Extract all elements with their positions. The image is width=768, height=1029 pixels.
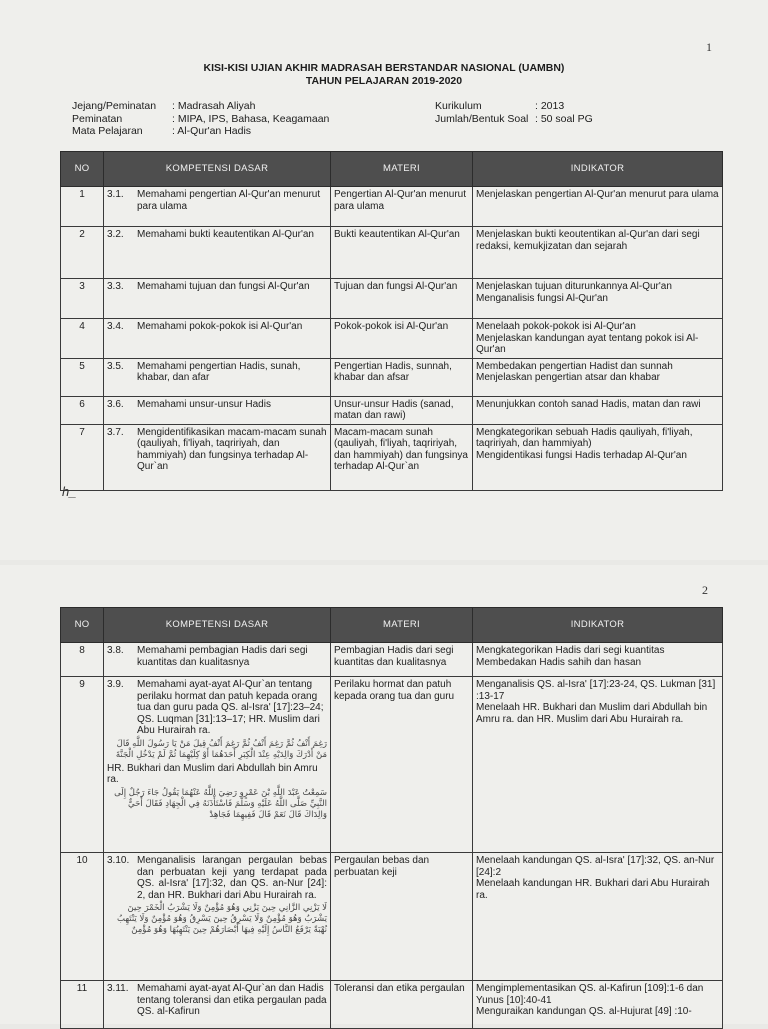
arabic-hadith-text: سَمِعْتُ عَبْدَ اللَّهِ بْنَ عَمْرٍو رَضِيَ اللَّهُ عَنْهُمَا يَقُولُ جَاءَ رَجُلٌ إِلَى النَّبِيِّ صَلَّى اللَّهُ عَلَيْهِ وَسَلَّمَ فَاسْتَأْذَنَهُ فِي الْجِهَادِ فَقَالَ أَحَيٌّ وَالِدَاكَ قَالَ نَعَمْ قَالَ فَفِيهِمَا فَجَاهِدْ	[114, 787, 327, 820]
kd-text: Menganalisis larangan pergaulan bebas dan perbuatan keji yang terdapat pada QS. al-Isra' [17]:32, dan QS. an-Nur [24]: 2, dan HR. Bukhari dari Abu Hurairah ra.	[137, 855, 327, 901]
kd-text: Memahami pengertian Hadis, sunah, khabar, dan afar	[137, 360, 301, 383]
table-header-row	[61, 152, 723, 187]
table-row	[61, 187, 723, 227]
table-row	[61, 227, 723, 279]
table-row	[61, 319, 723, 359]
meta-row	[435, 113, 593, 126]
kd-code: 3.10.	[107, 855, 130, 866]
kisi-kisi-table-1	[60, 151, 723, 491]
kd-code: 3.11.	[107, 983, 129, 994]
kd-code: 3.7.	[107, 426, 124, 438]
table-row: 9 3.9. Memahami ayat-ayat Al-Qur`an tentang perilaku hormat dan patuh kepada orang tua dan guru pada QS. al-Isra' [17]:23–24; QS. Luqman [31]:13–17; HR. Muslim dari Abu Hurairah ra. رَغِمَ أَنْفُ ثُمَّ رَغِمَ أَنْفُ ثُمَّ رَغِمَ أَنْفُ قِيلَ مَنْ يَا رَسُولَ اللَّهِ قَالَ مَنْ أَدْرَكَ وَالِدَيْهِ عِنْدَ الْكِبَرِ أَحَدَهُمَا أَوْ كِلَيْهِمَا ثُمَّ لَمْ يَدْخُلِ الْجَنَّةَ HR. Bukhari dan Muslim dari Abdullah bin Amru ra. سَمِعْتُ عَبْدَ اللَّهِ بْنَ عَمْرٍو رَضِيَ اللَّهُ عَنْهُمَا يَقُولُ جَاءَ رَجُلٌ إِلَى النَّبِيِّ صَلَّى اللَّهُ عَلَيْهِ وَسَلَّمَ فَاسْتَأْذَنَهُ فِي الْجِهَادِ فَقَالَ أَحَيٌّ وَالِدَاكَ قَالَ نَعَمْ قَالَ فَفِيهِمَا فَجَاهِدْ Perilaku hormat dan patuh kepada orang tua dan guru Menganalisis QS. al-Isra' [17]:23-24, QS. Lukman [31] :13-17 Menelaah HR. Bukhari dan Muslim dari Abdullah bin Amru ra. dan HR. Muslim dari Abu Hurairah ra.	[61, 677, 723, 853]
table-cell: Menganalisis QS. al-Isra' [17]:23-24, QS. Lukman [31] :13-17 Menelaah HR. Bukhari dan Muslim dari Abdullah bin Amru ra. dan HR. Muslim dari Abu Hurairah ra.	[473, 677, 723, 853]
kd-code: 3.4.	[107, 321, 124, 332]
kd-text: Memahami ayat-ayat Al-Qur`an dan Hadis tentang toleransi dan etika pergaulan pada QS. al-Kafirun	[137, 983, 327, 1017]
meta-row	[72, 125, 329, 138]
table-cell: 3	[61, 279, 104, 319]
table-cell: Mengimplementasikan QS. al-Kafirun [109]:1-6 dan Yunus [10]:40-41 Menguraikan kandungan QS. al-Hujurat [49] :10-	[473, 981, 723, 1029]
metadata-right	[435, 100, 593, 125]
kd-text: Memahami bukti keautentikan Al-Qur'an	[137, 229, 314, 240]
table-cell: Mengkategorikan sebuah Hadis qauliyah, fi'liyah, taqririyah, dan hammiyah) Mengidentikasi fungsi Hadis terhadap Al-Qur'an	[473, 424, 723, 490]
kd-text: Memahami ayat-ayat Al-Qur`an tentang perilaku hormat dan patuh kepada orang tua dan guru pada QS. al-Isra' [17]:23–24; QS. Luqman [31]:13–17; HR. Muslim dari Abu Hurairah ra.	[137, 679, 324, 736]
meta-field: : 50 soal PG	[535, 112, 593, 125]
page-number: 1	[706, 40, 712, 54]
kd-code: 3.2.	[107, 229, 124, 240]
meta-field: : 2013	[535, 100, 565, 112]
table-row	[61, 981, 723, 1029]
table-cell: Tujuan dan fungsi Al-Qur'an	[331, 279, 473, 319]
table-cell: 7	[61, 424, 104, 490]
kd-text: Memahami unsur-unsur Hadis	[137, 398, 271, 410]
table-row	[61, 643, 723, 677]
table-cell: Menunjukkan contoh sanad Hadis, matan dan rawi	[473, 396, 723, 424]
arabic-hadith-text: لَا يَزْنِي الزَّانِي حِينَ يَزْنِي وَهُوَ مُؤْمِنٌ وَلَا يَشْرَبُ الْخَمْرَ حِينَ يَشْرَبُ وَهُوَ مُؤْمِنٌ وَلَا يَسْرِقُ حِينَ يَسْرِقُ وَهُوَ مُؤْمِنٌ وَلَا يَنْتَهِبُ نُهْبَةً يَرْفَعُ النَّاسُ إِلَيْهِ فِيهَا أَبْصَارَهُمْ حِينَ يَنْتَهِبُهَا وَهُوَ مُؤْمِنٌ	[117, 903, 327, 935]
meta-field: Jejang/Peminatan	[72, 100, 157, 112]
meta-row	[435, 100, 593, 113]
table-row	[61, 358, 723, 396]
header-no: NO	[61, 152, 104, 187]
meta-field: Peminatan	[72, 112, 123, 125]
document-page-2	[0, 565, 768, 1024]
table-row	[61, 424, 723, 490]
table-row	[61, 396, 723, 424]
kd-code: 3.6.	[107, 398, 124, 410]
table-cell: 9	[61, 677, 104, 853]
header-kompetensi: KOMPETENSI DASAR	[104, 152, 331, 187]
table-row	[61, 853, 723, 981]
table-cell: Menjelaskan pengertian Al-Qur'an menurut para ulama	[473, 187, 723, 227]
table-cell: Menjelaskan bukti keoutentikan al-Qur'an dari segi redaksi, kemukjizatan dan sejarah	[473, 227, 723, 279]
table-cell: Pengertian Hadis, sunnah, khabar dan afsar	[331, 358, 473, 396]
table-header-row	[61, 608, 723, 643]
kd-text: Memahami pengertian Al-Qur'an menurut para ulama	[137, 189, 321, 212]
table-cell: Mengkategorikan Hadis dari segi kuantitas Membedakan Hadis sahih dan hasan	[473, 643, 723, 677]
table-cell: 10	[61, 853, 104, 981]
table-cell: Bukti keautentikan Al-Qur'an	[331, 227, 473, 279]
header-materi: MATERI	[331, 608, 473, 643]
table-cell: Menelaah kandungan QS. al-Isra' [17]:32, QS. an-Nur [24]:2 Menelaah kandungan HR. Bukhari dari Abu Hurairah ra.	[473, 853, 723, 981]
header-materi: MATERI	[331, 152, 473, 187]
table-cell: Toleransi dan etika pergaulan	[331, 981, 473, 1029]
table-cell: Menjelaskan tujuan diturunkannya Al-Qur'an Menganalisis fungsi Al-Qur'an	[473, 279, 723, 319]
table-cell: Pengertian Al-Qur'an menurut para ulama	[331, 187, 473, 227]
table-cell: Perilaku hormat dan patuh kepada orang tua dan guru	[331, 677, 473, 853]
meta-field: : MIPA, IPS, Bahasa, Keagamaan	[172, 112, 330, 125]
table-cell: Unsur-unsur Hadis (sanad, matan dan rawi)	[331, 396, 473, 424]
kd-text: Memahami pembagian Hadis dari segi kuantitas dan kualitasnya	[137, 645, 308, 668]
document-title: KISI-KISI UJIAN AKHIR MADRASAH BERSTANDAR NASIONAL (UAMBN)	[203, 62, 565, 74]
header-indikator: INDIKATOR	[473, 152, 723, 187]
kisi-kisi-table-2	[60, 607, 723, 1029]
table-cell: 2	[61, 227, 104, 279]
table-cell: 4	[61, 319, 104, 359]
kd-text: Mengidentifikasikan macam-macam sunah (qauliyah, fi'liyah, taqririyah, dan hammiyah) dan fungsinya terhadap Al-Qur`an	[137, 426, 327, 472]
table-cell: Pergaulan bebas dan perbuatan keji	[331, 853, 473, 981]
document-subtitle: TAHUN PELAJARAN 2019-2020	[305, 75, 463, 87]
kd-code: 3.9.	[107, 679, 124, 690]
table-cell: 6	[61, 396, 104, 424]
table-cell: Menelaah pokok-pokok isi Al-Qur'an Menjelaskan kandungan ayat tentang pokok isi Al-Qur'an	[473, 319, 723, 359]
kd-text: Memahami tujuan dan fungsi Al-Qur'an	[137, 281, 310, 292]
header-kompetensi: KOMPETENSI DASAR	[104, 608, 331, 643]
meta-field: Jumlah/Bentuk Soal	[435, 112, 529, 125]
table-row	[61, 279, 723, 319]
table-cell: 5	[61, 358, 104, 396]
table-cell: 8	[61, 643, 104, 677]
arabic-hadith-text: رَغِمَ أَنْفُ ثُمَّ رَغِمَ أَنْفُ ثُمَّ رَغِمَ أَنْفُ قِيلَ مَنْ يَا رَسُولَ اللَّهِ قَالَ مَنْ أَدْرَكَ وَالِدَيْهِ عِنْدَ الْكِبَرِ أَحَدَهُمَا أَوْ كِلَيْهِمَا ثُمَّ لَمْ يَدْخُلِ الْجَنَّةَ	[115, 738, 327, 760]
page-number: 2	[702, 583, 708, 597]
table-cell: Membedakan pengertian Hadist dan sunnah Menjelaskan pengertian atsar dan khabar	[473, 358, 723, 396]
kd-text: Memahami pokok-pokok isi Al-Qur'an	[137, 321, 303, 332]
table-cell: Macam-macam sunah (qauliyah, fi'liyah, taqririyah, dan hammiyah) dan fungsinya terhadap Al-Qur`an	[331, 424, 473, 490]
kd-code: 3.8.	[107, 645, 124, 656]
meta-field: Mata Pelajaran	[72, 125, 143, 137]
meta-field: Kurikulum	[435, 100, 482, 112]
meta-row	[72, 100, 329, 113]
kd-code: 3.5.	[107, 360, 124, 372]
kd-code: 3.1.	[107, 189, 124, 200]
table-cell: 1	[61, 187, 104, 227]
handwritten-mark: h_	[62, 484, 77, 499]
meta-field: : Al-Qur'an Hadis	[172, 125, 252, 137]
kd-code: 3.3.	[107, 281, 124, 292]
table-cell: Pokok-pokok isi Al-Qur'an	[331, 319, 473, 359]
header-indikator: INDIKATOR	[473, 608, 723, 643]
table-cell: Pembagian Hadis dari segi kuantitas dan kualitasnya	[331, 643, 473, 677]
header-no: NO	[61, 608, 104, 643]
table-cell: 11	[61, 981, 104, 1029]
meta-field: : Madrasah Aliyah	[172, 100, 256, 112]
meta-row	[72, 113, 329, 126]
metadata-left	[72, 100, 329, 138]
